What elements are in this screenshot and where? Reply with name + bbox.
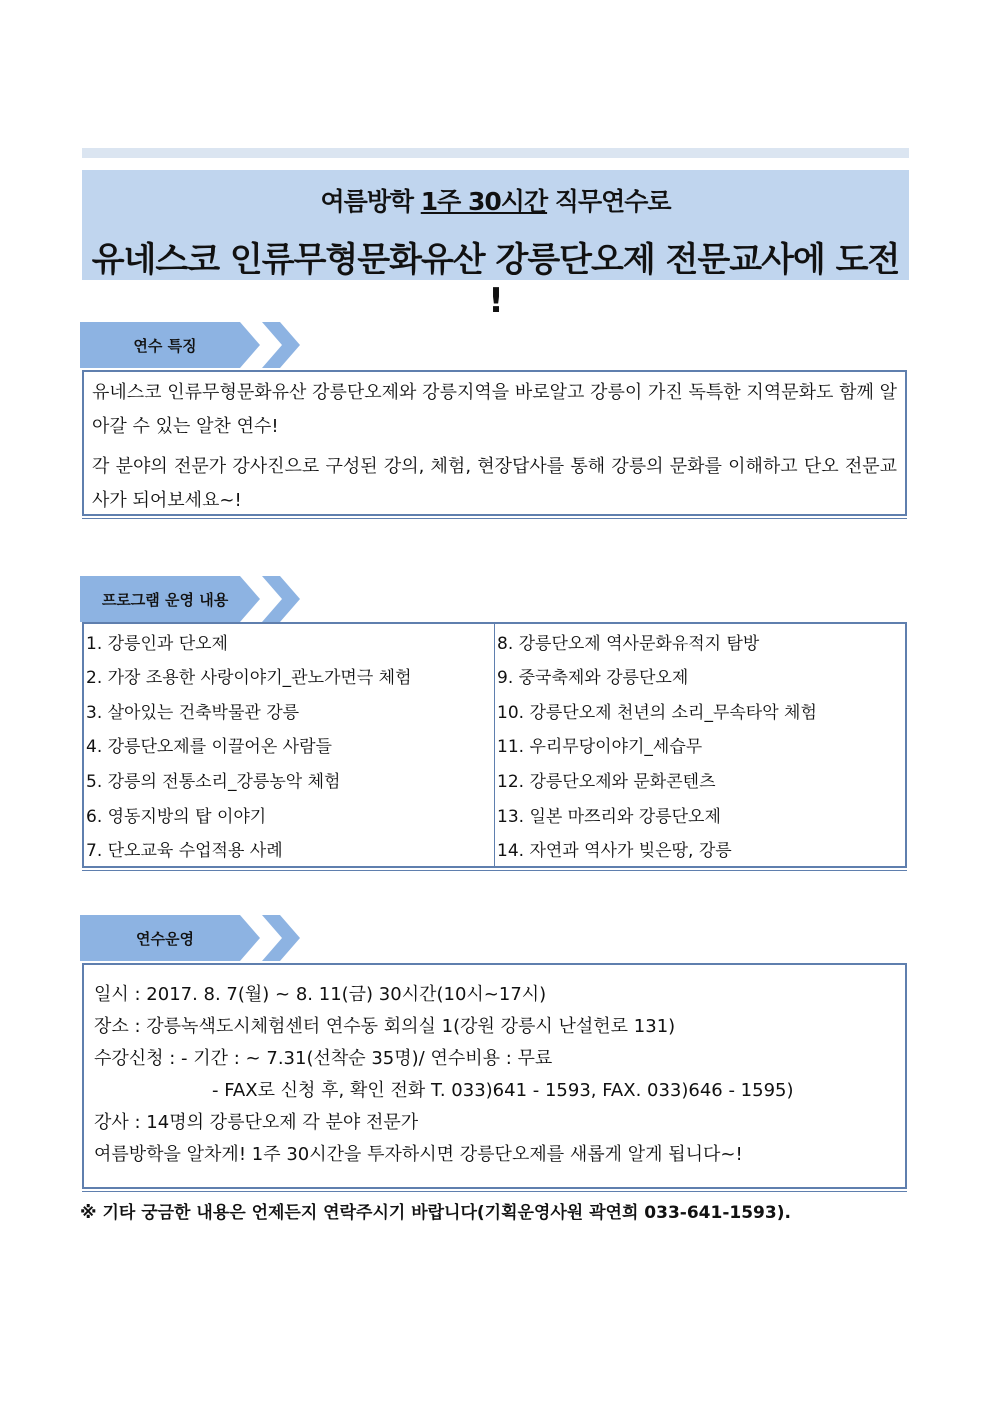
title-line-2: 유네스코 인류무형문화유산 강릉단오제 전문교사에 도전 ! bbox=[91, 240, 900, 321]
title-banner bbox=[82, 170, 909, 321]
program-table bbox=[82, 622, 907, 868]
program-item: 9. 중국축제와 강릉단오제 bbox=[497, 668, 689, 689]
registration-line: 수강신청 : - 기간 : ~ 7.31(선착순 35명)/ 연수비용 : 무료 bbox=[94, 1048, 553, 1069]
title-underlined: 1주 30시간 bbox=[420, 187, 548, 216]
section-tab-program bbox=[80, 576, 340, 622]
section-tab-operation bbox=[80, 915, 340, 961]
program-item: 12. 강릉단오제와 문화콘텐츠 bbox=[497, 772, 716, 793]
program-item: 10. 강릉단오제 천년의 소리_무속타악 체험 bbox=[497, 702, 817, 723]
operation-box bbox=[82, 963, 907, 1189]
top-decor-bar bbox=[82, 148, 909, 158]
table-row bbox=[84, 831, 905, 866]
table-row bbox=[84, 624, 905, 659]
program-item: 6. 영동지방의 탑 이야기 bbox=[84, 797, 495, 832]
instructor-line: 강사 : 14명의 강릉단오제 각 분야 전문가 bbox=[94, 1112, 419, 1133]
schedule-line: 일시 : 2017. 8. 7(월) ~ 8. 11(금) 30시간(10시~17시) bbox=[94, 984, 547, 1005]
registration-fax-line: - FAX로 신청 후, 확인 전화 T. 033)641 - 1593, FAX. 033)646 - 1595) bbox=[212, 1080, 794, 1101]
program-item: 14. 자연과 역사가 빚은땅, 강릉 bbox=[497, 841, 732, 862]
features-box bbox=[82, 370, 907, 516]
tab-label: 프로그램 운영 내용 bbox=[101, 591, 229, 609]
program-item: 1. 강릉인과 단오제 bbox=[84, 624, 495, 659]
tab-label: 연수 특징 bbox=[133, 337, 197, 355]
venue-line: 장소 : 강릉녹색도시체험센터 연수동 회의실 1(강원 강릉시 난설헌로 131) bbox=[94, 1016, 676, 1037]
paragraph: 유네스코 인류무형문화유산 강릉단오제와 강릉지역을 바로알고 강릉이 가진 독특한 지역문화도 함께 알아갈 수 있는 알찬 연수! bbox=[92, 382, 897, 437]
program-item: 3. 살아있는 건축박물관 강릉 bbox=[84, 693, 495, 728]
closing-line: 여름방학을 알차게! 1주 30시간을 투자하시면 강릉단오제를 새롭게 알게 됩니다~! bbox=[94, 1144, 743, 1165]
program-item: 7. 단오교육 수업적용 사례 bbox=[84, 831, 495, 866]
program-item: 4. 강릉단오제를 이끌어온 사람들 bbox=[84, 728, 495, 763]
title-text: 여름방학 bbox=[320, 187, 421, 216]
table-row bbox=[84, 659, 905, 694]
chevron-icon bbox=[262, 576, 300, 622]
paragraph: 각 분야의 전문가 강사진으로 구성된 강의, 체험, 현장답사를 통해 강릉의 문화를 이해하고 단오 전문교사가 되어보세요~! bbox=[92, 456, 897, 511]
table-row bbox=[84, 728, 905, 763]
program-item: 13. 일본 마쯔리와 강릉단오제 bbox=[497, 806, 721, 827]
chevron-icon bbox=[262, 915, 300, 961]
table-row bbox=[84, 797, 905, 832]
program-item: 11. 우리무당이야기_세습무 bbox=[497, 737, 703, 758]
section-tab-features bbox=[80, 322, 340, 368]
chevron-icon bbox=[262, 322, 300, 368]
title-text: 직무연수로 bbox=[547, 187, 671, 216]
table-row bbox=[84, 693, 905, 728]
contact-note: ※ 기타 궁금한 내용은 언제든지 연락주시기 바랍니다(기획운영사원 곽연희 033-641-1593). bbox=[80, 1203, 791, 1223]
program-item: 2. 가장 조용한 사랑이야기_관노가면극 체험 bbox=[84, 659, 495, 694]
tab-label: 연수운영 bbox=[136, 930, 194, 948]
table-row bbox=[84, 762, 905, 797]
title-line-1 bbox=[82, 182, 909, 218]
program-item: 8. 강릉단오제 역사문화유적지 탐방 bbox=[497, 633, 760, 654]
program-item: 5. 강릉의 전통소리_강릉농악 체험 bbox=[84, 762, 495, 797]
